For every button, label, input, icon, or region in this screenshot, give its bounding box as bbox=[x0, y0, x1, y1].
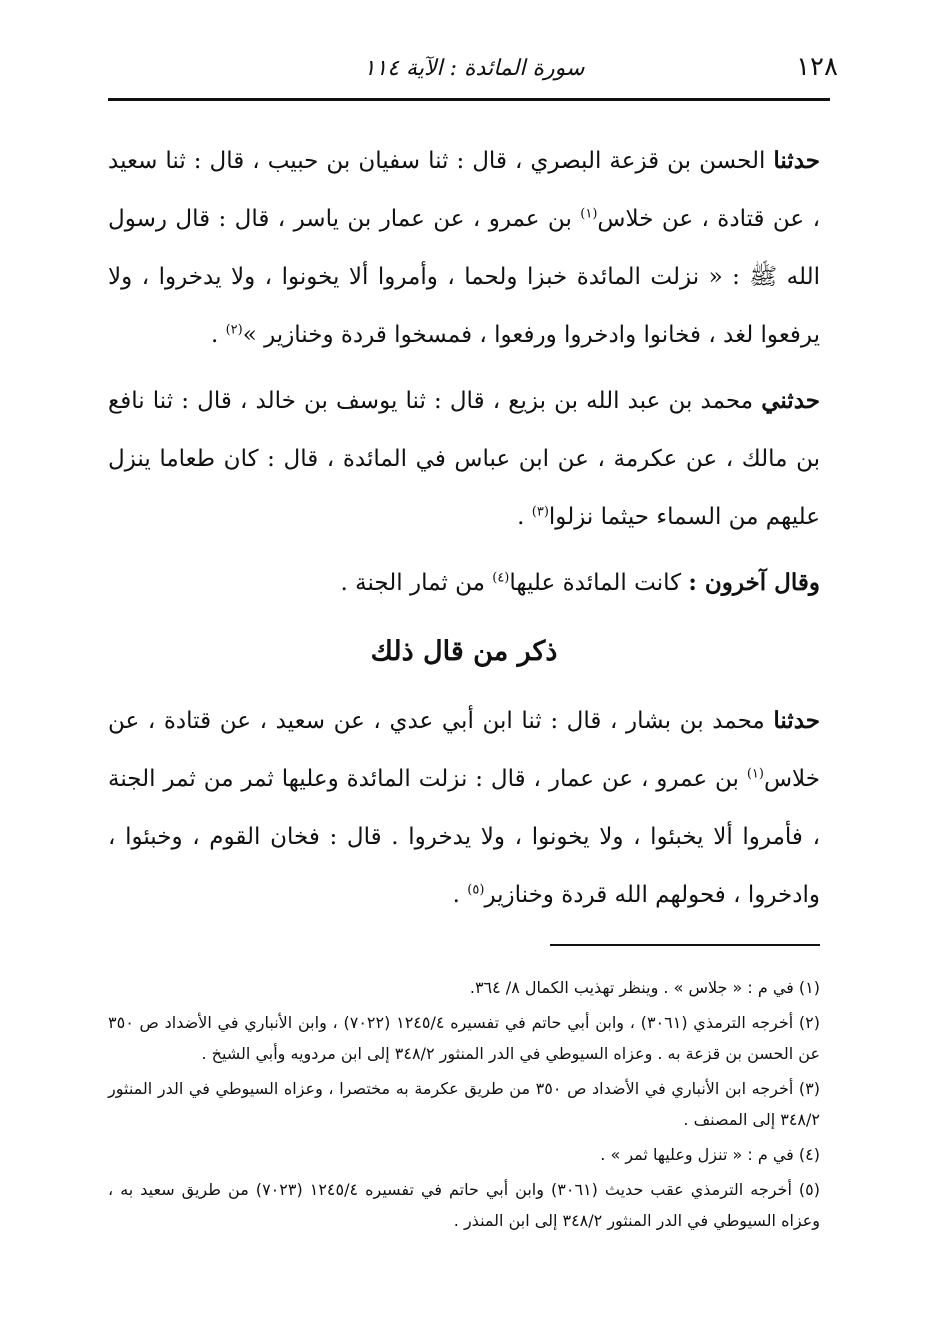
paragraph-lead-word: حدثنا bbox=[773, 147, 820, 174]
section-heading: ذكر من قال ذلك bbox=[370, 636, 558, 667]
paragraph-2 bbox=[108, 372, 820, 546]
footnote-3: (٣) أخرجه ابن الأنباري في الأضداد ص ٣٥٠ من طريق عكرمة به مختصرا ، وعزاه السيوطي في الدر المنثور ٣٤٨/٢ إلى المصنف . bbox=[108, 1079, 820, 1129]
footnote-2: (٢) أخرجه الترمذي (٣٠٦١) ، وابن أبي حاتم في تفسيره ١٢٤٥/٤ (٧٠٢٢) ، وابن الأنباري في الأضداد ص ٣٥٠ عن الحسن بن قزعة به . وعزاه السيوطي في الدر المنثور ٣٤٨/٢ إلى ابن مردويه وأبي الشيخ . bbox=[108, 1013, 821, 1063]
footnote-4: (٤) في م : « تنزل وعليها ثمر » . bbox=[600, 1145, 820, 1164]
paragraph-text: محمد بن عبد الله بن بزيع ، قال : ثنا يوسف بن خالد ، قال : ثنا نافع بن مالك ، عن عكرمة ، عن ابن عباس في المائدة ، قال : كان طعاما ينزل عليهم من السماء حيثما نزلوا bbox=[108, 388, 820, 530]
paragraph-4 bbox=[108, 692, 820, 924]
footnote-ref: (١) bbox=[580, 206, 598, 222]
footnotes bbox=[108, 972, 820, 1240]
paragraph-text: كانت المائدة عليها bbox=[509, 570, 689, 596]
paragraph-3 bbox=[108, 554, 820, 612]
paragraph-text: . bbox=[452, 882, 468, 908]
footnote-5: (٥) أخرجه الترمذي عقب حديث (٣٠٦١) وابن أبي حاتم في تفسيره ١٢٤٥/٤ (٧٠٢٣) من طريق سعيد به ، وعزاه السيوطي في الدر المنثور ٣٤٨/٢ إلى ابن المنذر . bbox=[108, 1180, 821, 1230]
paragraph-text: بن عمرو ، عن عمار بن ياسر ، قال : قال رسول الله ﷺ : « نزلت المائدة خبزا ولحما ، وأمروا ألا يخونوا ، ولا يدخروا ، ولا يرفعوا لغد ، فخانوا وادخروا ورفعوا ، فمسخوا قردة وخنازير » bbox=[108, 206, 820, 348]
paragraph-text: . bbox=[517, 504, 532, 530]
paragraph-text: الحسن بن قزعة البصري ، قال : ثنا سفيان بن حبيب ، قال : ثنا سعيد ، عن قتادة ، عن خلاس bbox=[108, 148, 820, 232]
paragraph-lead-word: وقال آخرون : bbox=[688, 569, 820, 596]
page-header bbox=[110, 52, 838, 92]
paragraph-text: بن عمرو ، عن عمار ، قال : نزلت المائدة وعليها ثمر من ثمر الجنة ، فأمروا ألا يخبئوا ، ولا يخونوا ، ولا يدخروا . قال : فخان القوم ، وخبئوا ، وادخروا ، فحولهم الله قردة وخنازير bbox=[108, 766, 820, 908]
paragraph-text: محمد بن بشار ، قال : ثنا ابن أبي عدي ، عن سعيد ، عن قتادة ، عن خلاس bbox=[108, 708, 820, 792]
main-text bbox=[108, 132, 820, 932]
running-title: سورة المائدة : الآية ١١٤ bbox=[363, 56, 585, 81]
footnote-ref: (٤) bbox=[492, 570, 510, 586]
footnote-ref: (١) bbox=[746, 766, 764, 782]
paragraph-text: . bbox=[210, 322, 226, 348]
footnote-1: (١) في م : « جلاس » . وينظر تهذيب الكمال ٨/ ٣٦٤. bbox=[469, 978, 820, 997]
paragraph-1 bbox=[108, 132, 820, 364]
page-number: ١٢٨ bbox=[796, 52, 838, 82]
paragraph-lead-word: حدثنا bbox=[773, 707, 820, 734]
header-divider bbox=[108, 98, 830, 101]
paragraph-lead-word: حدثني bbox=[761, 387, 820, 414]
footnote-divider bbox=[550, 944, 820, 946]
footnote-ref: (٢) bbox=[225, 322, 243, 338]
footnote-ref: (٥) bbox=[467, 882, 485, 898]
paragraph-text: من ثمار الجنة . bbox=[340, 570, 493, 596]
footnote-ref: (٣) bbox=[531, 504, 549, 520]
